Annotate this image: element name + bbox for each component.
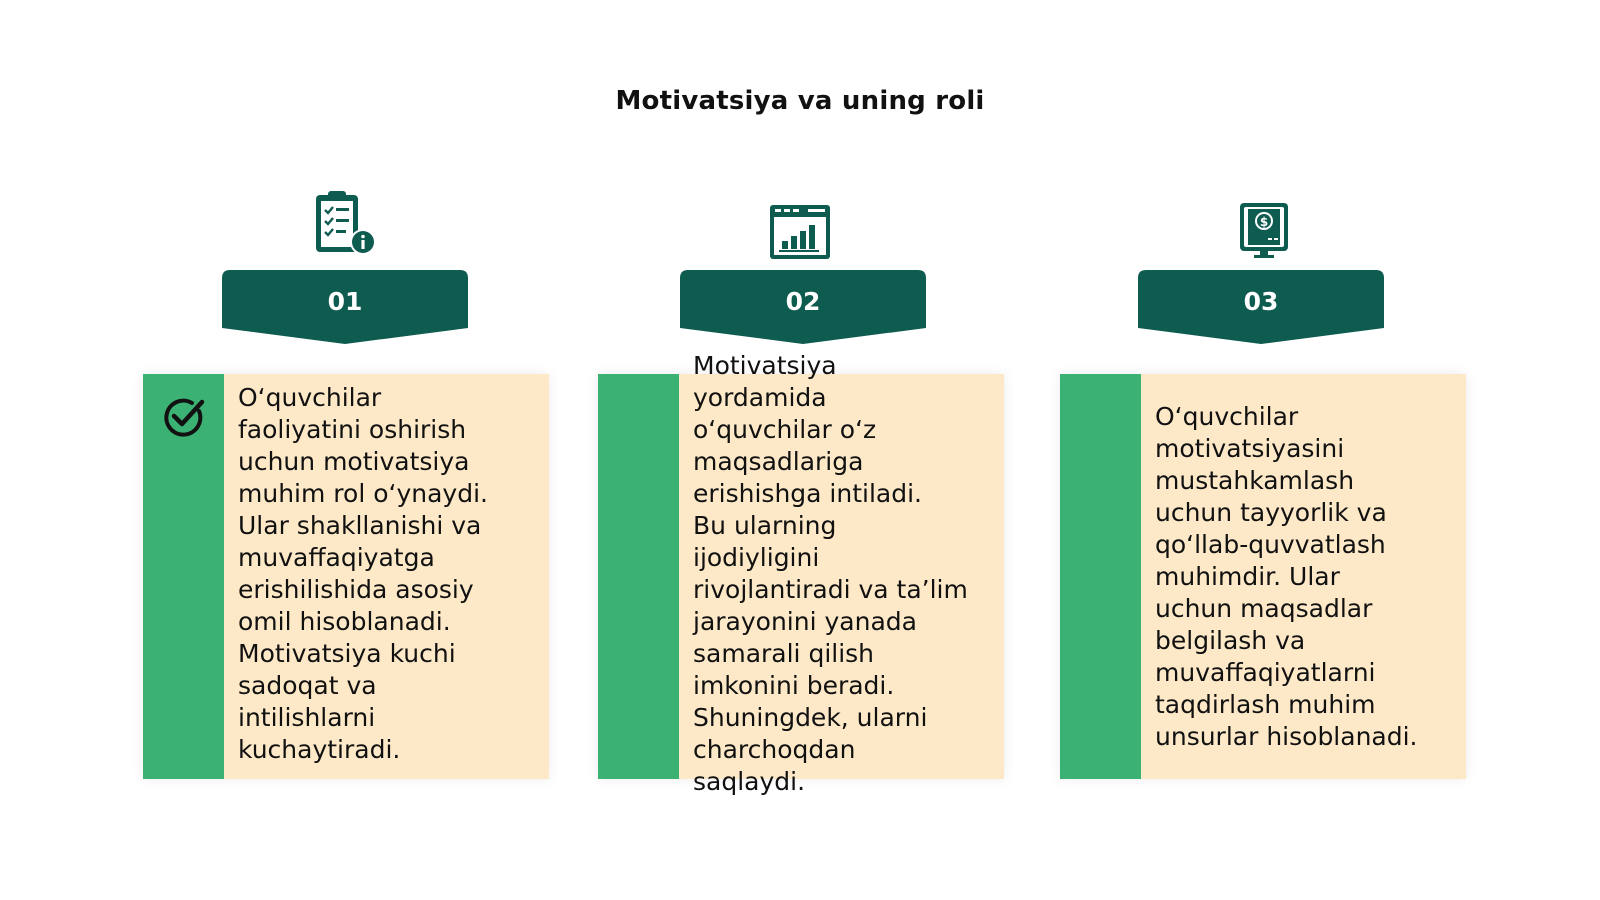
page-title: Motivatsiya va uning roli: [615, 86, 985, 116]
step-description: Motivatsiya yordamida o‘quvchilar o‘z maqsadlariga erishishga intiladi. Bu ularning ijodiyligini rivojlantiradi va ta’lim jarayonini yanada samarali qilish imkonini beradi. Shuningdek, ularni charchoqdan saqlaydi.: [693, 351, 968, 796]
step-number: 01: [327, 287, 363, 316]
step-number: 03: [1243, 287, 1279, 316]
step-number: 02: [785, 287, 821, 316]
step-number-banner: [1138, 270, 1384, 345]
step-description: O‘quvchilar motivatsiyasini mustahkamlash uchun tayyorlik va qo‘llab-quvvatlash muhimdir. Ular uchun maqsadlar belgilash va muvaffaqiyatlarni taqdirlash muhim unsurlar hisoblanadi.: [1155, 402, 1418, 751]
card-accent-stripe: [1060, 374, 1141, 779]
step-description: O‘quvchilar faoliyatini oshirish uchun motivatsiya muhim rol o‘ynaydi. Ular shakllanishi va muvaffaqiyatga erishilishida asosiy omil hisoblanadi. Motivatsiya kuchi sadoqat va intilishlarni kuchaytiradi.: [238, 383, 488, 764]
dollar-tablet-icon: [1232, 197, 1296, 263]
svg-text:$: $: [1259, 215, 1269, 229]
step-card: [1060, 374, 1466, 779]
